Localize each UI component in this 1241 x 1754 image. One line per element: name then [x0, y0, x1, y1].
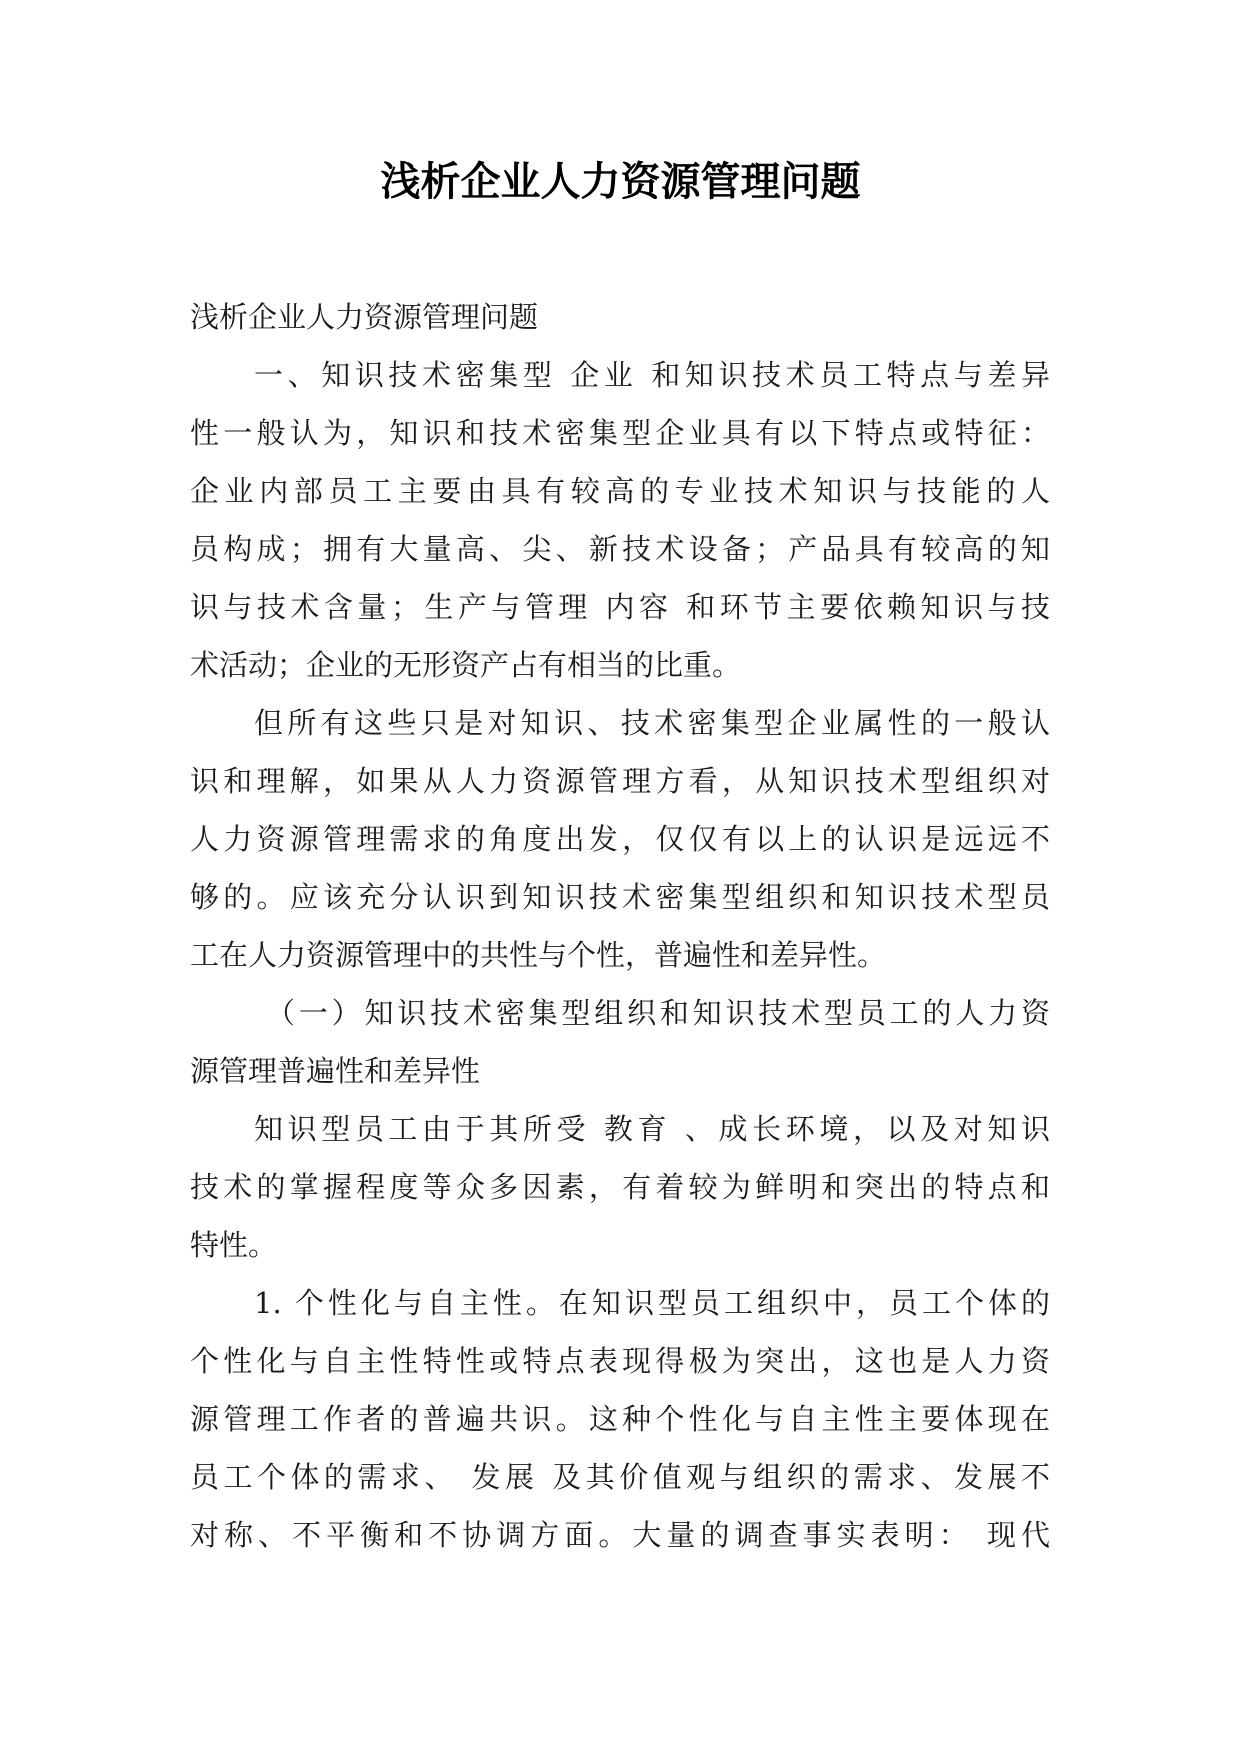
body-line: 人力资源管理需求的角度出发，仅仅有以上的认识是远远不 — [190, 822, 1050, 856]
body-line: 够的。应该充分认识到知识技术密集型组织和知识技术型员 — [190, 880, 1050, 914]
body-line: 术活动；企业的无形资产占有相当的比重。 — [190, 648, 742, 682]
body-line: 员构成；拥有大量高、尖、新技术设备；产品具有较高的知 — [190, 532, 1050, 566]
body-line: 个性化与自主性特性或特点表现得极为突出，这也是人力资 — [190, 1344, 1050, 1378]
body-line: 知识型员工由于其所受 教育 、成长环境，以及对知识 — [254, 1112, 1050, 1146]
body-line: 浅析企业人力资源管理问题 — [190, 300, 539, 334]
body-line: 识与技术含量；生产与管理 内容 和环节主要依赖知识与技 — [190, 590, 1050, 624]
body-line: 企业内部员工主要由具有较高的专业技术知识与技能的人 — [190, 474, 1050, 508]
body-line: 特性。 — [190, 1228, 278, 1262]
document-title: 浅析企业人力资源管理问题 — [380, 158, 861, 205]
document-body — [190, 288, 1050, 1564]
body-line: 但所有这些只是对知识、技术密集型企业属性的一般认 — [254, 706, 1050, 740]
body-line: 源管理工作者的普遍共识。这种个性化与自主性主要体现在 — [190, 1402, 1050, 1436]
body-line: 技术的掌握程度等众多因素，有着较为鲜明和突出的特点和 — [190, 1170, 1050, 1204]
section-heading-line: （一）知识技术密集型组织和知识技术型员工的人力资 — [266, 996, 1050, 1030]
body-line: 员工个体的需求、 发展 及其价值观与组织的需求、发展不 — [190, 1460, 1050, 1494]
body-line: 工在人力资源管理中的共性与个性，普遍性和差异性。 — [190, 938, 887, 972]
body-line: 一、知识技术密集型 企业 和知识技术员工特点与差异 — [254, 358, 1050, 392]
body-line: 性一般认为，知识和技术密集型企业具有以下特点或特征： — [190, 416, 1050, 450]
section-heading-line: 源管理普遍性和差异性 — [190, 1054, 481, 1088]
body-line: 对称、不平衡和不协调方面。大量的调查事实表明： 现代 — [190, 1518, 1050, 1552]
body-line: 1. 个性化与自主性。在知识型员工组织中，员工个体的 — [254, 1286, 1050, 1320]
body-line: 识和理解，如果从人力资源管理方看，从知识技术型组织对 — [190, 764, 1050, 798]
